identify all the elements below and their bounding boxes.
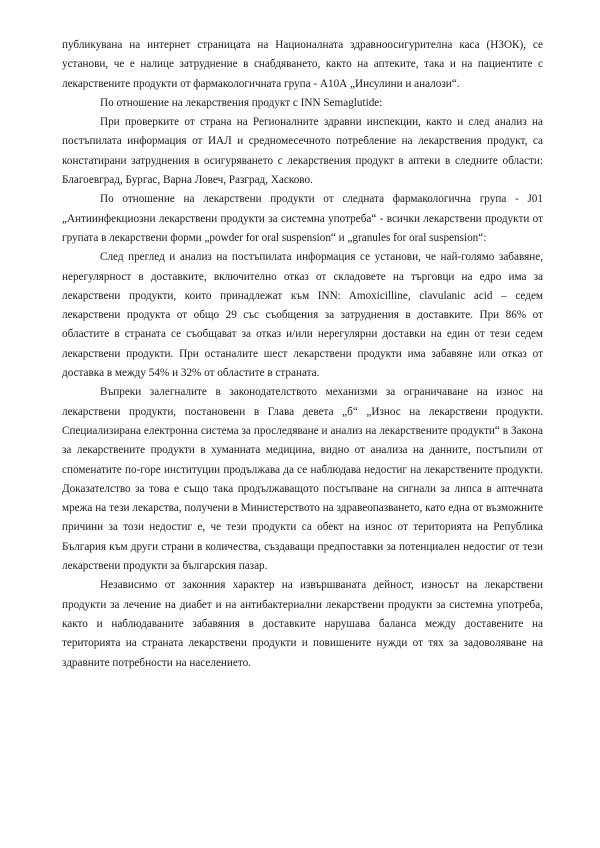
paragraph-semaglutide-findings: При проверките от страна на Регионалните здравни инспекции, както и след анализ на постъпилата информация от ИАЛ и средномесечното потребление на лекарствения продукт, са констатирани затруднения в осигуряването с лекарствения продукт в аптеки в следните области: Благоевград, Бургас, Варна Ловеч, Разград, Хасково. (62, 116, 543, 187)
paragraph-semaglutide-heading: По отношение на лекарствения продукт с INN Semaglutide: (100, 96, 383, 109)
document-body (62, 36, 543, 673)
paragraph-j01-heading: По отношение на лекарствени продукти от следната фармакологична група - J01 „Антиинфекциозни лекарствени продукти за системна употреба“ - всички лекарствени продукти от групата в лекарствени форми „powder for oral suspension“ и „granules for oral suspension“: (62, 193, 543, 244)
paragraph-export-mechanisms: Въпреки залегналите в законодателството механизми за ограничаване на износ на лекарствени продукти, постановени в Глава девета „б“ „Износ на лекарствени продукти. Специализирана електронна система за проследяване и анализ на лекарствените продукти“ в Закона за лекарствените продукти в хуманната медицина, видно от анализа на данните, постъпили от споменатите по-горе институции продължава да се наблюдава недостиг на лекарствените продукти. Доказателство за това е също така продължаващото постъпване на сигнали за липса в аптечната мрежа на тези лекарства, получени в Министерството на здравеопазването, като една от възможните причини за този недостиг е, че тези продукти са обект на износ от територията на Република България към други страни в количества, създаващи предпоставки за потенциален недостиг от тези лекарствени продукти за българския пазар. (62, 386, 543, 573)
paragraph-conclusion: Независимо от законния характер на извършваната дейност, износът на лекарствени продукти за лечение на диабет и на антибактериални лекарствени продукти за системна употреба, както и наблюдаваните забавяния в доставките нарушава баланса между доставените на територията на страната лекарствени продукти и повишените нужди от тях за задоволяване на здравните потребности на населението. (62, 579, 543, 669)
paragraph-j01-analysis: След преглед и анализ на постъпилата информация се установи, че най-голямо забавяне, нерегулярност в доставките, включително отказ от складовете на търговци на едро има за лекарствени продукти, които принадлежат към INN: Amoxicilline, clavulanic acid – седем лекарствени продукта от общо 29 със съобщения за затруднения в доставките. При 86% от областите в страната се съобщават за отказ и/или нерегулярни доставки на един от тези седем лекарствени продукти. При останалите шест лекарствени продукти има забавяне или отказ от доставка в между 54% и 32% от областите в страната. (62, 251, 543, 380)
paragraph-continuation: публикувана на интернет страницата на Националната здравноосигурителна каса (НЗОК), се установи, че е налице затруднение в снабдяването, както на аптеките, така и на пациентите с лекарствените продукти от фармакологичната група - А10А „Инсулини и аналози“. (62, 39, 543, 90)
